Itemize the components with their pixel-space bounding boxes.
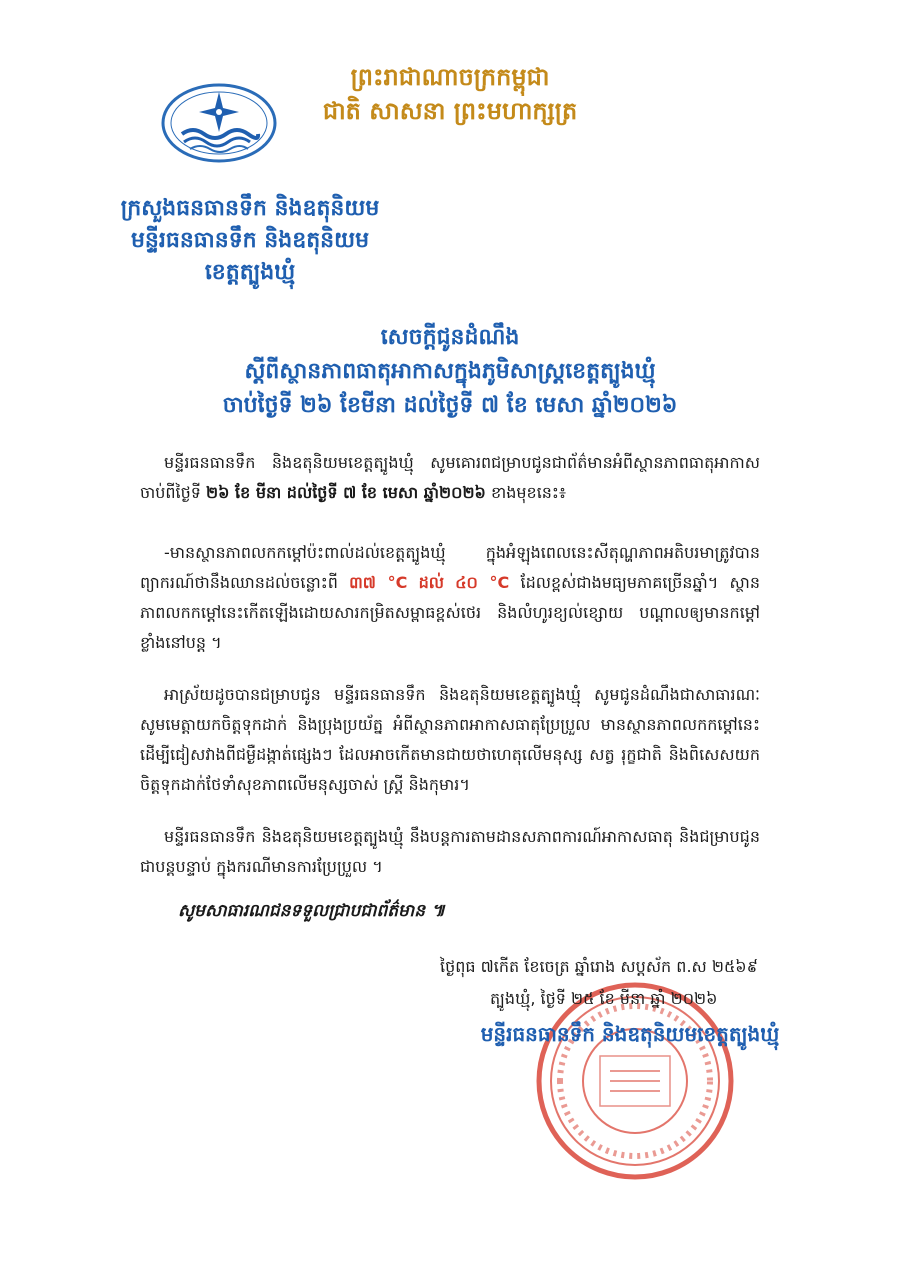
paragraph-heatwave	[140, 538, 760, 658]
paragraph-advice	[140, 680, 760, 800]
intro-dates: ២៦ ខែ មីនា ដល់ថ្ងៃទី ៧ ខែ មេសា ឆ្នាំ២០២៦	[206, 483, 486, 502]
heatwave-text: -មានស្ថានភាពលកកម្តៅប៉ះពាល់ដល់ខេត្តត្បូងឃ្មុំ ក្នុងអំឡុងពេលនេះសីតុណ្ហភាពអតិបរមាត្រូវបានព្យាករណ៍ថានឹងឈានដល់ចន្លោះពី	[140, 543, 760, 592]
motto-kingdom: ព្រះរាជាណាចក្រកម្ពុជា	[350, 62, 550, 91]
ministry-header	[60, 192, 440, 288]
heatwave-tail: ដែលខ្ពស់ជាងមធ្យមភាគច្រើនឆ្នាំ។ ស្ថានភាពលកកម្តៅនេះកើតឡើងដោយសារកម្រិតសម្ពាធខ្ពស់ថេរ និងលំហូរខ្យល់ខ្សោយ បណ្តាលឲ្យមានកម្តៅខ្លាំងនៅបន្ត ។	[140, 573, 761, 652]
intro-text: មន្ទីរធនធានទឹក និងឧតុនិយមខេត្តត្បូងឃ្មុំ សូមគោរពជម្រាបជូនជាព័ត៌មានអំពីស្ថានភាពធាតុអាកាស ចាប់ពីថ្ងៃទី	[140, 453, 760, 502]
signer-department: មន្ទីរធនធានទឹក និងឧតុនិយមខេត្តត្បូងឃ្មុំ	[480, 1022, 780, 1046]
solar-date: ត្បូងឃ្មុំ, ថ្ងៃទី ២៥ ខែ មីនា ឆ្នាំ ២០២៦	[490, 989, 718, 1008]
advice-text: អាស្រ័យដូចបានជម្រាបជូន មន្ទីរធនធានទឹក និងឧតុនិយមខេត្តត្បូងឃ្មុំ សូមជូនដំណឹងជាសាធារណៈ សូមមេត្តាយកចិត្តទុកដាក់ និងប្រុងប្រយ័ត្ន អំពីស្ថានភាពអាកាសធាតុប្រែប្រួល មានស្ថានភាពលកកម្តៅនេះ ដើម្បីជៀសវាងពីជម្ងឺដង្កាត់ផ្សេងៗ ដែលអាចកើតមានជាយថាហេតុលើមនុស្ស សត្វ រុក្ខជាតិ និងពិសេសយកចិត្តទុកដាក់ថែទាំសុខភាពលើមនុស្សចាស់ ស្ត្រី និងកុមារ។	[140, 685, 760, 794]
announcement-subject: ស្តីពីស្ថានភាពធាតុអាកាសក្នុងភូមិសាស្ត្រខេត្តត្បូងឃ្មុំ	[244, 358, 656, 384]
paragraph-intro	[140, 448, 760, 508]
province-name: ខេត្តត្បូងឃ្មុំ	[204, 259, 296, 285]
announcement-title: សេចក្តីជូនដំណឹង	[380, 324, 520, 350]
intro-tail: ខាងមុខនេះ៖	[490, 483, 566, 502]
paragraph-monitoring	[140, 822, 760, 882]
national-motto	[300, 60, 600, 128]
ministry-name: ក្រសួងធនធានទឹក និងឧតុនិយម	[120, 195, 380, 221]
temperature-max: ៤០ °C	[455, 573, 510, 592]
lunar-date: ថ្ងៃពុធ ៧កើត ខែចេត្រ ឆ្នាំរោង សប្តស័ក ព.ស ២៥៦៩	[440, 957, 758, 976]
ministry-logo-icon	[160, 82, 278, 164]
monitoring-text: មន្ទីរធនធានទឹក និងឧតុនិយមខេត្តត្បូងឃ្មុំ នឹងបន្តការតាមដានសភាពការណ៍អាកាសធាតុ និងជម្រាបជូនជាបន្តបន្ទាប់ ក្នុងករណីមានការប្រែប្រួល ។	[140, 827, 760, 876]
department-name: មន្ទីរធនធានទឹក និងឧតុនិយម	[130, 227, 370, 253]
motto-nation-religion-king: ជាតិ សាសនា ព្រះមហាក្សត្រ	[322, 96, 578, 125]
closing-line: សូមសាធារណជនទទួលជ្រាបជាព័ត៌មាន ៕	[178, 901, 446, 921]
announcement-period: ចាប់ថ្ងៃទី ២៦ ខែមីនា ដល់ថ្ងៃទី ៧ ខែ មេសា ឆ្នាំ២០២៦	[222, 392, 678, 418]
announcement-title-block	[120, 320, 780, 422]
temperature-min: ៣៧ °C	[349, 573, 408, 592]
temperature-to: ដល់	[418, 573, 444, 592]
